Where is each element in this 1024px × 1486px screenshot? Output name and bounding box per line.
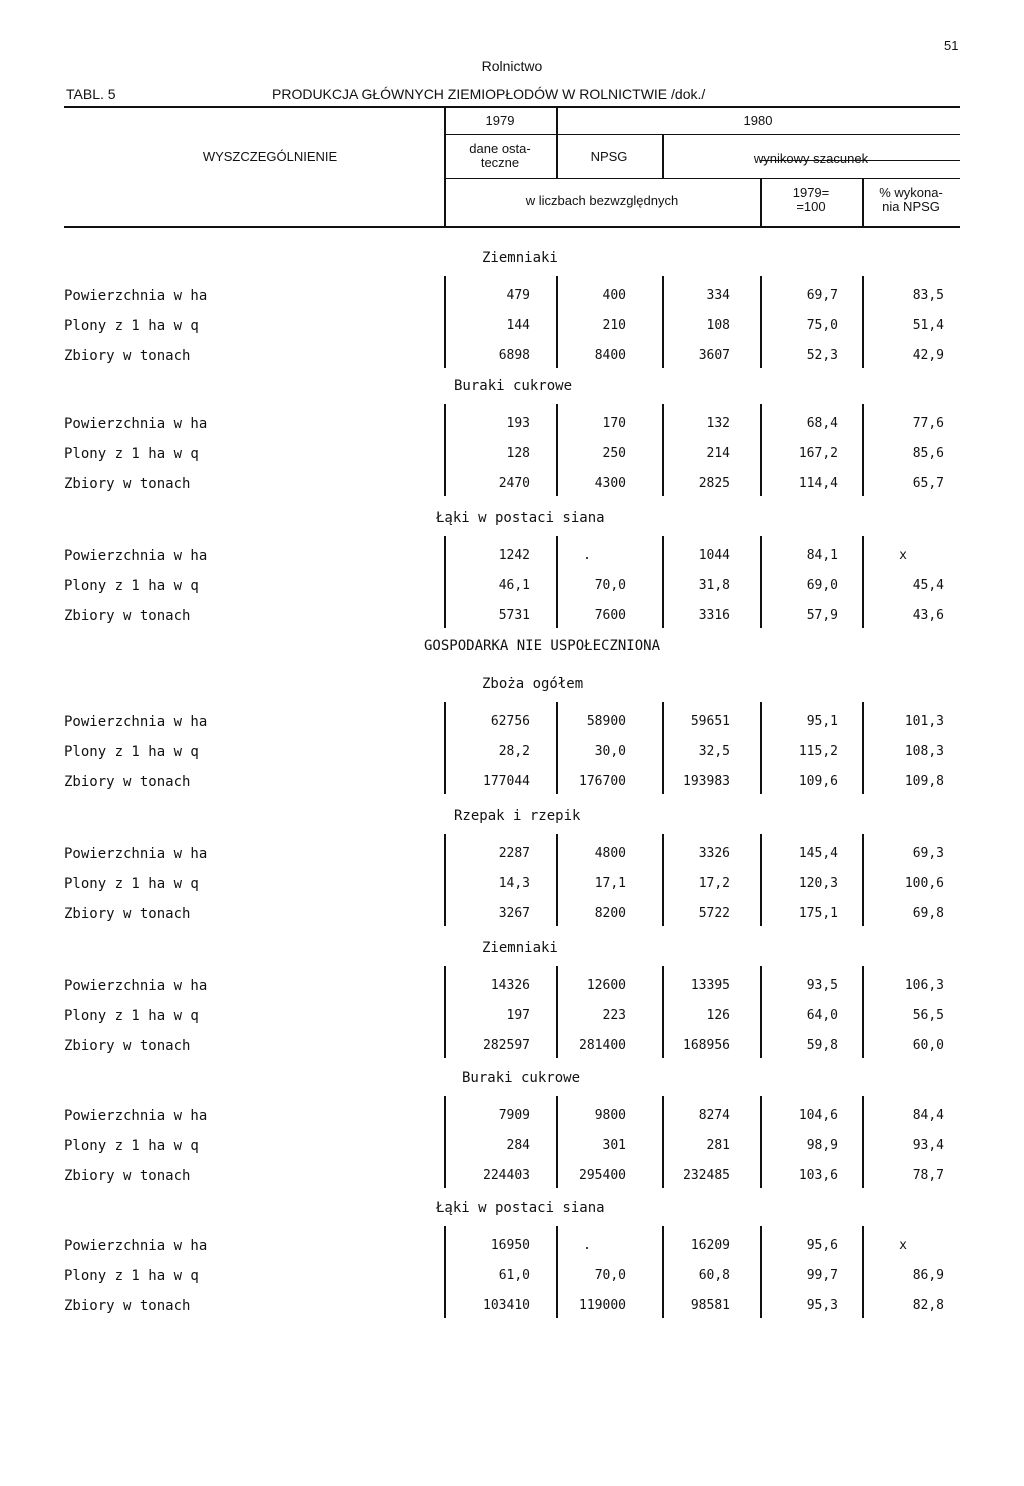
header-bottom-rule (64, 226, 960, 228)
table-cell: 85,6 (912, 446, 944, 461)
column-rule (760, 1096, 762, 1188)
section-heading: Ziemniaki (482, 250, 558, 266)
table-cell: 197 (506, 1008, 530, 1023)
row-label: Plony z 1 ha w q (64, 1268, 199, 1284)
table-cell: 2470 (498, 476, 530, 491)
header-estimate: wynikowy szacunek (753, 151, 869, 166)
table-cell: 4800 (594, 846, 626, 861)
row-label: Zbiory w tonach (64, 348, 191, 364)
table-cell: . (583, 548, 591, 563)
table-cell: 3267 (498, 906, 530, 921)
column-rule (662, 966, 664, 1058)
row-label: Powierzchnia w ha (64, 416, 208, 432)
table-cell: 93,4 (912, 1138, 944, 1153)
table-cell: 214 (706, 446, 730, 461)
section-heading: Łąki w postaci siana (436, 1200, 605, 1216)
table-cell: 193 (506, 416, 530, 431)
column-rule (662, 276, 664, 368)
table-cell: 3607 (698, 348, 730, 363)
table-cell: 16950 (490, 1238, 530, 1253)
row-label: Plony z 1 ha w q (64, 318, 199, 334)
section-heading: Buraki cukrowe (454, 378, 573, 394)
table-cell: 108,3 (904, 744, 944, 759)
table-cell: 103410 (483, 1298, 530, 1313)
column-rule (760, 702, 762, 794)
table-cell: 69,0 (806, 578, 838, 593)
row-label: Zbiory w tonach (64, 906, 191, 922)
column-rule (444, 702, 446, 794)
table-cell: 4300 (594, 476, 626, 491)
table-cell: x (899, 1238, 907, 1253)
row-label: Powierzchnia w ha (64, 548, 208, 564)
table-cell: 57,9 (806, 608, 838, 623)
header-sub-rule (444, 178, 960, 179)
table-cell: 59651 (690, 714, 730, 729)
table-cell: 132 (706, 416, 730, 431)
table-cell: 14326 (490, 978, 530, 993)
table-cell: 120,3 (798, 876, 838, 891)
table-cell: 176700 (579, 774, 626, 789)
row-label: Powierzchnia w ha (64, 846, 208, 862)
table-cell: 282597 (483, 1038, 530, 1053)
table-cell: 82,8 (912, 1298, 944, 1313)
column-rule (556, 1096, 558, 1188)
column-rule (760, 404, 762, 496)
column-rule (862, 834, 864, 926)
column-rule (862, 276, 864, 368)
table-cell: 2287 (498, 846, 530, 861)
table-cell: 77,6 (912, 416, 944, 431)
row-label: Powierzchnia w ha (64, 978, 208, 994)
column-rule (444, 1096, 446, 1188)
section-heading: Ziemniaki (482, 940, 558, 956)
table-cell: 61,0 (498, 1268, 530, 1283)
section-heading: Zboża ogółem (482, 676, 584, 692)
header-stub: WYSZCZEGÓLNIENIE (202, 149, 338, 164)
table-cell: 108 (706, 318, 730, 333)
table-cell: 3316 (698, 608, 730, 623)
row-label: Plony z 1 ha w q (64, 744, 199, 760)
row-label: Powierzchnia w ha (64, 288, 208, 304)
table-cell: 128 (506, 446, 530, 461)
table-cell: 93,5 (806, 978, 838, 993)
column-rule (444, 834, 446, 926)
column-rule (662, 1096, 664, 1188)
table-cell: . (583, 1238, 591, 1253)
table-cell: 115,2 (798, 744, 838, 759)
table-cell: 69,3 (912, 846, 944, 861)
table-cell: 114,4 (798, 476, 838, 491)
header-top-rule (64, 106, 960, 108)
row-label: Zbiory w tonach (64, 1038, 191, 1054)
table-cell: 68,4 (806, 416, 838, 431)
table-cell: 83,5 (912, 288, 944, 303)
header-npsg: NPSG (590, 149, 628, 164)
table-cell: 69,7 (806, 288, 838, 303)
column-rule (556, 276, 558, 368)
table-cell: 232485 (683, 1168, 730, 1183)
table-cell: 284 (506, 1138, 530, 1153)
table-cell: 8400 (594, 348, 626, 363)
table-cell: 46,1 (498, 578, 530, 593)
table-cell: 223 (602, 1008, 626, 1023)
table-cell: 30,0 (594, 744, 626, 759)
row-label: Plony z 1 ha w q (64, 1008, 199, 1024)
table-cell: 168956 (683, 1038, 730, 1053)
header-index: 1979= =100 (792, 185, 830, 214)
table-cell: 43,6 (912, 608, 944, 623)
table-cell: 5731 (498, 608, 530, 623)
table-cell: 3326 (698, 846, 730, 861)
table-cell: 95,3 (806, 1298, 838, 1313)
table-cell: 109,6 (798, 774, 838, 789)
column-rule (760, 1226, 762, 1318)
table-cell: 101,3 (904, 714, 944, 729)
table-cell: 17,1 (594, 876, 626, 891)
table-cell: 84,4 (912, 1108, 944, 1123)
row-label: Plony z 1 ha w q (64, 1138, 199, 1154)
table-cell: 5722 (698, 906, 730, 921)
table-cell: 95,6 (806, 1238, 838, 1253)
table-cell: 75,0 (806, 318, 838, 333)
column-rule (556, 404, 558, 496)
table-cell: 119000 (579, 1298, 626, 1313)
table-cell: 7909 (498, 1108, 530, 1123)
table-cell: 167,2 (798, 446, 838, 461)
row-label: Powierzchnia w ha (64, 714, 208, 730)
table-cell: 281 (706, 1138, 730, 1153)
table-cell: 69,8 (912, 906, 944, 921)
column-rule (444, 966, 446, 1058)
table-cell: 100,6 (904, 876, 944, 891)
table-cell: 400 (602, 288, 626, 303)
table-cell: 32,5 (698, 744, 730, 759)
table-cell: 8200 (594, 906, 626, 921)
row-label: Zbiory w tonach (64, 774, 191, 790)
table-cell: x (899, 548, 907, 563)
table-cell: 51,4 (912, 318, 944, 333)
table-cell: 65,7 (912, 476, 944, 491)
table-cell: 210 (602, 318, 626, 333)
table-cell: 1044 (698, 548, 730, 563)
row-label: Plony z 1 ha w q (64, 578, 199, 594)
section-heading: Łąki w postaci siana (436, 510, 605, 526)
table-cell: 170 (602, 416, 626, 431)
page-number: 51 (944, 38, 959, 53)
table-cell: 144 (506, 318, 530, 333)
table-cell: 1242 (498, 548, 530, 563)
table-cell: 224403 (483, 1168, 530, 1183)
table-cell: 16209 (690, 1238, 730, 1253)
table-cell: 12600 (586, 978, 626, 993)
table-cell: 250 (602, 446, 626, 461)
row-label: Plony z 1 ha w q (64, 876, 199, 892)
table-cell: 70,0 (594, 578, 626, 593)
row-label: Zbiory w tonach (64, 1168, 191, 1184)
table-cell: 42,9 (912, 348, 944, 363)
column-rule (862, 536, 864, 628)
column-rule (556, 1226, 558, 1318)
table-cell: 28,2 (498, 744, 530, 759)
table-cell: 7600 (594, 608, 626, 623)
table-cell: 2825 (698, 476, 730, 491)
running-head: Rolnictwo (481, 58, 543, 74)
table-cell: 281400 (579, 1038, 626, 1053)
table-cell: 60,8 (698, 1268, 730, 1283)
table-cell: 334 (706, 288, 730, 303)
column-rule (760, 966, 762, 1058)
header-year-rule (444, 134, 960, 135)
header-absolute: w liczbach bezwzględnych (525, 193, 679, 208)
column-rule (556, 702, 558, 794)
column-rule (444, 536, 446, 628)
column-rule (862, 1226, 864, 1318)
table-cell: 6898 (498, 348, 530, 363)
table-cell: 60,0 (912, 1038, 944, 1053)
table-cell: 14,3 (498, 876, 530, 891)
row-label: Zbiory w tonach (64, 476, 191, 492)
row-label: Plony z 1 ha w q (64, 446, 199, 462)
table-cell: 109,8 (904, 774, 944, 789)
header-year-1979: 1979 (485, 113, 515, 128)
table-cell: 64,0 (806, 1008, 838, 1023)
row-label: Powierzchnia w ha (64, 1238, 208, 1254)
row-label: Zbiory w tonach (64, 608, 191, 624)
header-year-1980: 1980 (743, 113, 773, 128)
column-rule (862, 702, 864, 794)
table-cell: 175,1 (798, 906, 838, 921)
row-label: Powierzchnia w ha (64, 1108, 208, 1124)
table-cell: 86,9 (912, 1268, 944, 1283)
table-cell: 62756 (490, 714, 530, 729)
table-cell: 99,7 (806, 1268, 838, 1283)
column-rule (862, 1096, 864, 1188)
column-rule (556, 966, 558, 1058)
column-rule (662, 404, 664, 496)
table-cell: 301 (602, 1138, 626, 1153)
table-cell: 9800 (594, 1108, 626, 1123)
column-rule (862, 404, 864, 496)
section-heading: Rzepak i rzepik (454, 808, 581, 824)
column-rule (662, 834, 664, 926)
table-cell: 78,7 (912, 1168, 944, 1183)
table-cell: 98,9 (806, 1138, 838, 1153)
table-cell: 98581 (690, 1298, 730, 1313)
table-cell: 13395 (690, 978, 730, 993)
table-cell: 84,1 (806, 548, 838, 563)
column-rule (444, 1226, 446, 1318)
table-cell: 106,3 (904, 978, 944, 993)
table-cell: 193983 (683, 774, 730, 789)
row-label: Zbiory w tonach (64, 1298, 191, 1314)
column-rule (662, 536, 664, 628)
column-rule (444, 404, 446, 496)
table-cell: 45,4 (912, 578, 944, 593)
header-final-data: dane osta- teczne (469, 141, 531, 170)
table-cell: 58900 (586, 714, 626, 729)
table-cell: 103,6 (798, 1168, 838, 1183)
column-rule (662, 702, 664, 794)
table-cell: 126 (706, 1008, 730, 1023)
table-cell: 104,6 (798, 1108, 838, 1123)
section-heading-major: GOSPODARKA NIE USPOŁECZNIONA (424, 638, 661, 654)
table-cell: 17,2 (698, 876, 730, 891)
header-percent: % wykona- nia NPSG (879, 185, 943, 214)
table-title: PRODUKCJA GŁÓWNYCH ZIEMIOPŁODÓW W ROLNICTWIE /dok./ (272, 86, 706, 102)
table-cell: 31,8 (698, 578, 730, 593)
table-cell: 56,5 (912, 1008, 944, 1023)
column-rule (444, 276, 446, 368)
column-rule (760, 834, 762, 926)
table-cell: 95,1 (806, 714, 838, 729)
column-rule (862, 966, 864, 1058)
column-rule (662, 1226, 664, 1318)
column-rule (556, 834, 558, 926)
table-cell: 52,3 (806, 348, 838, 363)
section-heading: Buraki cukrowe (462, 1070, 581, 1086)
table-cell: 295400 (579, 1168, 626, 1183)
column-rule (760, 276, 762, 368)
table-cell: 70,0 (594, 1268, 626, 1283)
table-cell: 8274 (698, 1108, 730, 1123)
column-rule (556, 536, 558, 628)
table-cell: 145,4 (798, 846, 838, 861)
column-rule (760, 536, 762, 628)
table-cell: 59,8 (806, 1038, 838, 1053)
table-number: TABL. 5 (66, 86, 116, 102)
table-cell: 177044 (483, 774, 530, 789)
table-cell: 479 (506, 288, 530, 303)
